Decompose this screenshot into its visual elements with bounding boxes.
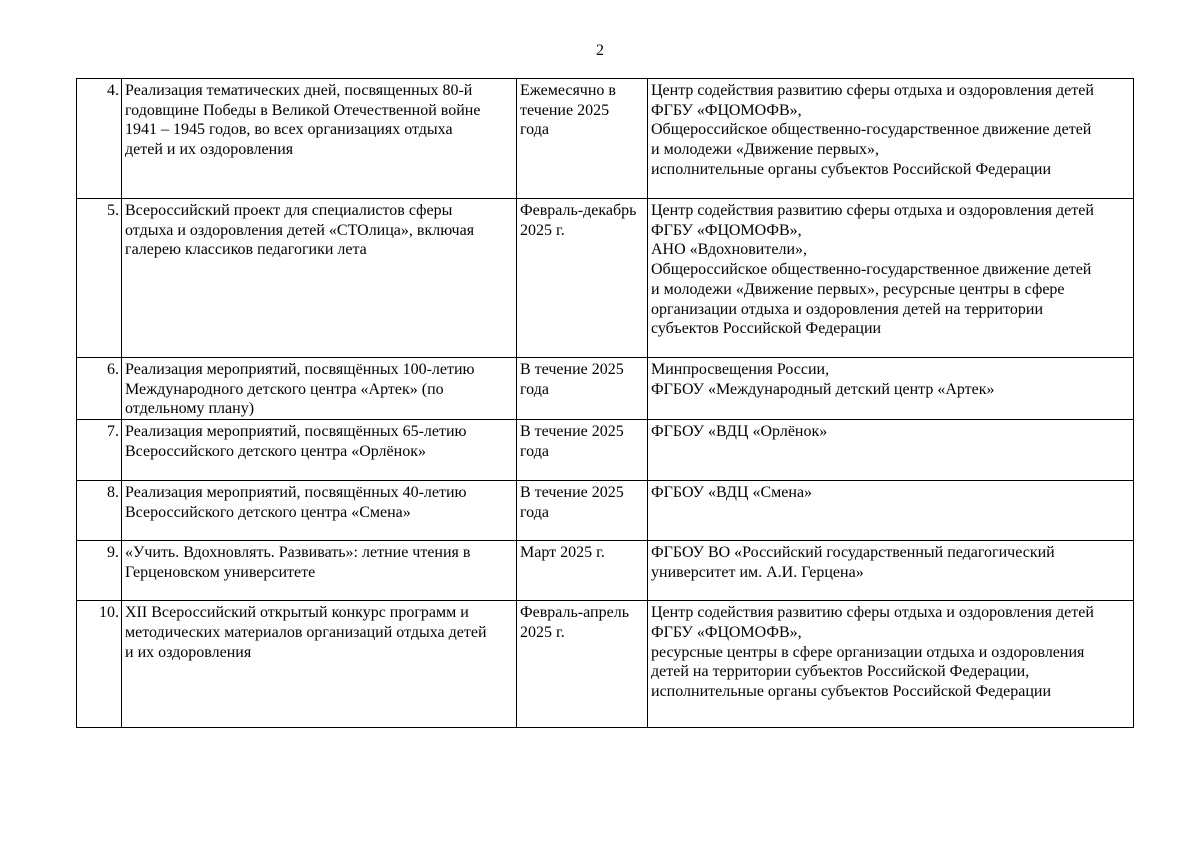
text-line: «Учить. Вдохновлять. Развивать»: летние чтения в [125,544,471,562]
text-line: 2025 г. [520,623,565,641]
row-number: 9. [77,541,122,601]
text-line: ФГБОУ «Международный детский центр «Артек» [651,380,995,398]
text-line: методических материалов организаций отдыха детей [125,623,487,641]
event-name [122,481,517,541]
text-line: Центр содействия развитию сферы отдыха и оздоровления детей [651,202,1094,219]
text-line: исполнительные органы субъектов Российской Федерации [651,160,1051,178]
text-line: Февраль-декабрь [520,202,637,219]
table-row [77,199,1134,358]
text-line: 1941 – 1945 годов, во всех организациях отдыха [125,121,453,139]
text-line: субъектов Российской Федерации [651,320,882,338]
text-line: Реализация мероприятий, посвящённых 40-летию [125,484,467,502]
row-number: 4. [77,79,122,199]
text-line: ФГБУ «ФЦОМОФВ», [651,101,802,119]
table-row [77,481,1134,541]
table-row [77,358,1134,420]
text-line: года [520,503,549,521]
row-number: 7. [77,420,122,481]
row-number: 6. [77,358,122,420]
table-row [77,420,1134,481]
text-line: исполнительные органы субъектов Российской Федерации [651,682,1051,700]
text-line: Реализация мероприятий, посвящённых 100-летию [125,361,475,378]
text-line: детей на территории субъектов Российской Федерации, [651,663,1030,681]
text-line: Общероссийское общественно-государственное движение детей [651,121,1092,139]
table-row [77,541,1134,601]
text-line: Международного детского центра «Артек» (по [125,380,444,398]
event-name [122,358,517,420]
text-line: Реализация мероприятий, посвящённых 65-летию [125,423,467,441]
text-line: годовщине Победы в Великой Отечественной войне [125,101,481,119]
text-line: 2025 г. [520,221,565,239]
event-organizers [648,420,1134,481]
text-line: Центр содействия развитию сферы отдыха и оздоровления детей [651,82,1094,99]
text-line: детей и их оздоровления [125,141,294,159]
text-line: Ежемесячно в [520,82,616,99]
event-organizers [648,601,1134,728]
text-line: В течение 2025 [520,423,624,441]
event-organizers [648,481,1134,541]
event-name [122,541,517,601]
text-line: отдельному плану) [125,400,255,418]
event-organizers [648,79,1134,199]
text-line: галерею классиков педагогики лета [125,241,367,259]
row-number: 10. [77,601,122,728]
event-name [122,420,517,481]
text-line: Герценовском университете [125,563,316,581]
row-number: 8. [77,481,122,541]
event-organizers [648,199,1134,358]
text-line: ФГБУ «ФЦОМОФВ», [651,623,802,641]
text-line: университет им. А.И. Герцена» [651,563,864,581]
event-date [517,79,648,199]
event-name [122,199,517,358]
event-date [517,481,648,541]
text-line: Март 2025 г. [520,544,605,562]
text-line: ФГБОУ «ВДЦ «Смена» [651,484,813,502]
text-line: АНО «Вдохновители», [651,241,807,259]
text-line: Февраль-апрель [520,604,629,622]
event-date [517,199,648,358]
text-line: года [520,380,549,398]
table-row [77,79,1134,199]
event-date [517,601,648,728]
text-line: Общероссийское общественно-государственное движение детей [651,261,1092,279]
text-line: ФГБОУ «ВДЦ «Орлёнок» [651,423,828,441]
text-line: года [520,442,549,460]
event-organizers [648,358,1134,420]
text-line: В течение 2025 [520,361,624,378]
text-line: Всероссийского детского центра «Смена» [125,503,411,521]
text-line: ФГБОУ ВО «Российский государственный педагогический [651,544,1055,562]
text-line: течение 2025 [520,101,610,119]
row-number: 5. [77,199,122,358]
text-line: года [520,121,549,139]
text-line: и молодежи «Движение первых», ресурсные центры в сфере [651,280,1065,298]
event-date [517,358,648,420]
event-organizers [648,541,1134,601]
text-line: Реализация тематических дней, посвященных 80-й [125,82,473,99]
text-line: отдыха и оздоровления детей «СТОлица», включая [125,221,475,239]
event-date [517,541,648,601]
event-name [122,79,517,199]
text-line: ФГБУ «ФЦОМОФВ», [651,221,802,239]
event-date [517,420,648,481]
page-number: 2 [596,42,604,59]
text-line: Минпросвещения России, [651,361,830,378]
text-line: В течение 2025 [520,484,624,502]
text-line: Центр содействия развитию сферы отдыха и оздоровления детей [651,604,1094,622]
text-line: Всероссийского детского центра «Орлёнок» [125,442,426,460]
text-line: и их оздоровления [125,643,252,661]
text-line: XII Всероссийский открытый конкурс программ и [125,604,469,622]
text-line: организации отдыха и оздоровления детей на территории [651,300,1044,318]
text-line: и молодежи «Движение первых», [651,141,880,159]
text-line: ресурсные центры в сфере организации отдыха и оздоровления [651,643,1085,661]
events-table [76,78,1134,728]
table-row [77,601,1134,728]
text-line: Всероссийский проект для специалистов сферы [125,202,453,219]
event-name [122,601,517,728]
